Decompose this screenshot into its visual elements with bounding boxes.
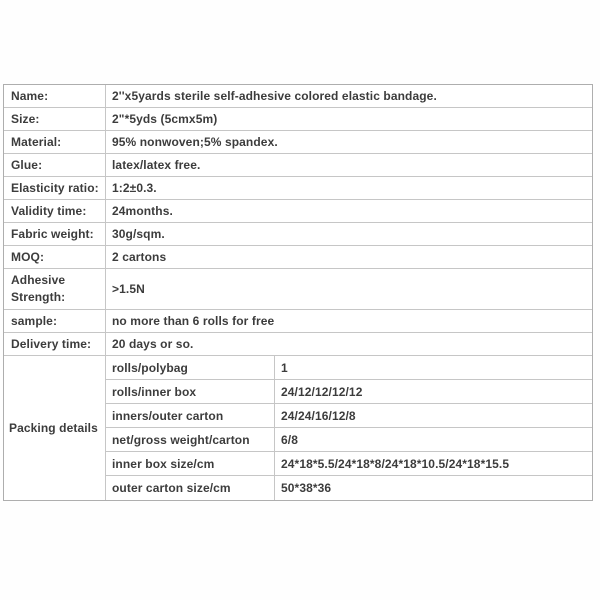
packing-row-rolls-inner-box — [106, 380, 592, 404]
spec-value-adhesive-strength: >1.5N — [112, 282, 145, 296]
spec-row-adhesive-strength — [4, 269, 592, 310]
packing-value-rolls-polybag: 1 — [281, 360, 288, 375]
packing-row-inners-outer-carton — [106, 404, 592, 428]
spec-label-glue: Glue: — [4, 154, 106, 176]
spec-row-glue — [4, 154, 592, 177]
spec-value-sample: no more than 6 rolls for free — [112, 314, 275, 328]
spec-row-validity — [4, 200, 592, 223]
spec-label-sample: sample: — [4, 310, 106, 332]
packing-key-rolls-inner-box: rolls/inner box — [106, 380, 275, 403]
packing-row-rolls-polybag — [106, 356, 592, 380]
spec-label-delivery: Delivery time: — [4, 333, 106, 355]
packing-row-net-gross-weight — [106, 428, 592, 452]
packing-key-inners-outer-carton: inners/outer carton — [106, 404, 275, 427]
spec-value-validity: 24months. — [112, 204, 173, 218]
packing-row-inner-box-size — [106, 452, 592, 476]
spec-row-name — [4, 85, 592, 108]
packing-value-inners-outer-carton: 24/24/16/12/8 — [281, 408, 356, 423]
packing-value-rolls-inner-box: 24/12/12/12/12 — [281, 384, 363, 399]
spec-label-fabric-weight: Fabric weight: — [4, 223, 106, 245]
spec-label-name: Name: — [4, 85, 106, 107]
spec-value-glue: latex/latex free. — [112, 158, 201, 172]
packing-value-outer-carton-size: 50*38*36 — [281, 481, 332, 495]
spec-value-material: 95% nonwoven;5% spandex. — [112, 135, 278, 149]
packing-key-inner-box-size: inner box size/cm — [106, 452, 275, 475]
spec-label-elasticity: Elasticity ratio: — [4, 177, 106, 199]
spec-row-moq — [4, 246, 592, 269]
spec-value-delivery: 20 days or so. — [112, 337, 194, 351]
spec-label-moq: MOQ: — [4, 246, 106, 268]
product-spec-table — [3, 84, 593, 501]
spec-row-size — [4, 108, 592, 131]
packing-row-outer-carton-size — [106, 476, 592, 500]
packing-key-net-gross-weight: net/gross weight/carton — [106, 428, 275, 451]
spec-value-name: 2''x5yards sterile self-adhesive colored elastic bandage. — [112, 89, 437, 103]
spec-row-material — [4, 131, 592, 154]
spec-value-elasticity: 1:2±0.3. — [112, 181, 157, 195]
packing-details-section — [4, 356, 592, 500]
packing-rows — [106, 356, 592, 500]
spec-label-adhesive-strength: Adhesive Strength: — [4, 269, 106, 309]
spec-label-material: Material: — [4, 131, 106, 153]
spec-row-elasticity — [4, 177, 592, 200]
spec-value-moq: 2 cartons — [112, 250, 167, 264]
packing-key-outer-carton-size: outer carton size/cm — [106, 476, 275, 500]
spec-row-sample — [4, 310, 592, 333]
packing-key-rolls-polybag: rolls/polybag — [106, 356, 275, 379]
spec-label-size: Size: — [4, 108, 106, 130]
packing-value-net-gross-weight: 6/8 — [281, 432, 298, 447]
spec-label-validity: Validity time: — [4, 200, 106, 222]
packing-value-inner-box-size: 24*18*5.5/24*18*8/24*18*10.5/24*18*15.5 — [281, 456, 510, 471]
spec-value-fabric-weight: 30g/sqm. — [112, 227, 165, 241]
spec-row-fabric-weight — [4, 223, 592, 246]
spec-value-size: 2"*5yds (5cmx5m) — [112, 112, 218, 126]
spec-row-delivery — [4, 333, 592, 356]
packing-details-label: Packing details — [4, 356, 106, 500]
